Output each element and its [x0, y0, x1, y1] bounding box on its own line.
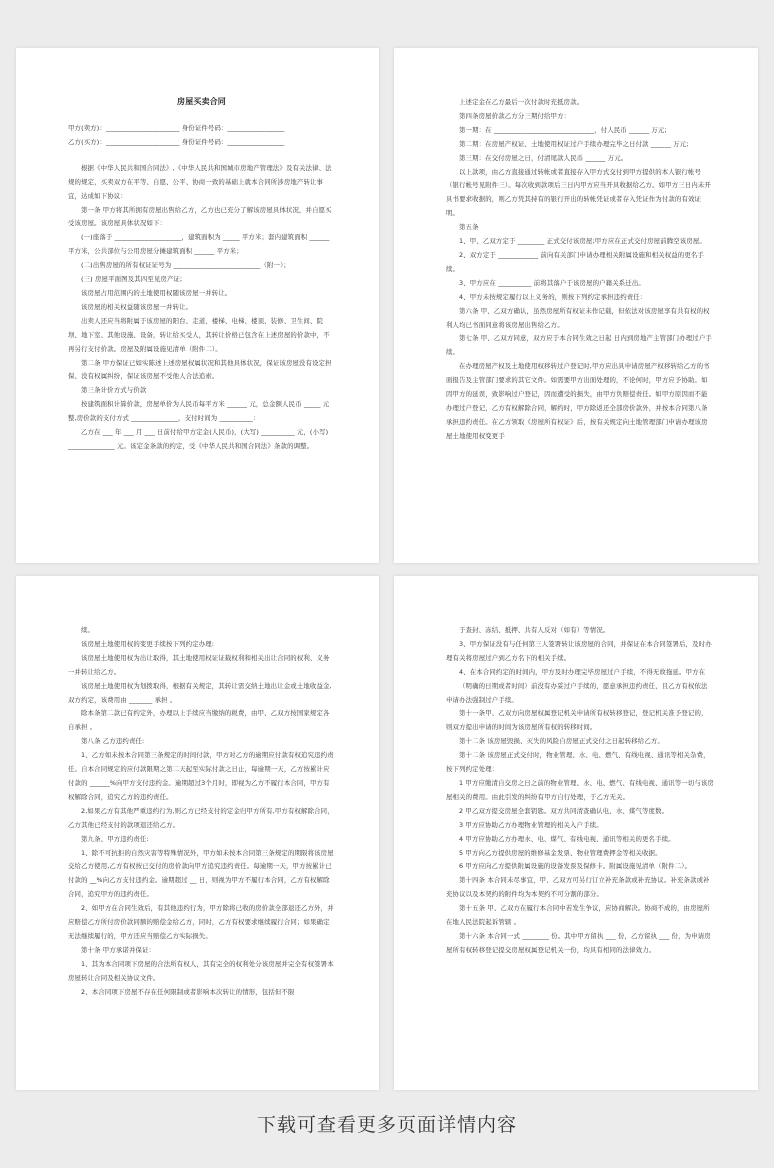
paragraph: （明确的日期或者时间）前没有办妥过户手续的，愿意承担违约责任，且乙方有权依法申请办法强制过户手续。 — [446, 681, 708, 704]
paragraph: 第十二条 该房屋毁损、灭失的风险自房屋正式交付之日起转移给乙方。 — [459, 737, 664, 746]
document-page-2 — [394, 48, 758, 563]
paragraph: 第八条 乙方违约责任: — [81, 737, 145, 746]
paragraph: 第十五条 甲、乙双方在履行本合同中若发生争议，应协商解决。协商不成的，由房屋所在地人民法院起诉管辖 。 — [446, 904, 710, 927]
paragraph: 该房屋的相关权益随该房屋一并转让。 — [81, 302, 193, 311]
party-b-line: 乙方(买方)：______________________ 身份证件号码：_________________ — [68, 137, 285, 146]
paragraph: 该房屋土地使用权为出让取得，其土地使用权证证载权利和相关出让合同的权利、义务一并转让给乙方。 — [68, 653, 330, 676]
paragraph: 根据《中华人民共和国合同法》,《中华人民共和国城市房地产管理法》及有关法律、法规的规定，买卖双方在平等、自愿、公平、协商一致的基础上就本合同所涉房地产转让事宜，达成如下协议： — [68, 163, 332, 200]
document-page-1 — [16, 48, 379, 563]
paragraph: (二)出售房屋的所有权证证号为 __________________________（附一）； — [81, 261, 290, 270]
page-2-body — [446, 96, 714, 444]
paragraph: 第一期：在 ______________________________，付人民币 ______ 万元; — [459, 125, 667, 134]
page-4-body — [446, 624, 714, 958]
paragraph: 出卖人还应当将附属于该房屋的阳台、走道、楼梯、电梯、楼顶、装修、卫生间、院坝、地下室、其他设施、设备，转让给买受人，其转让价格已包含在上述房屋的价款中，不再另行支付价款。房屋及附属设施见清单（附件二）。 — [68, 316, 330, 353]
paragraph: 4 甲方应协助乙方办理水、电、煤气、有线电视、通讯等相关的更名手续。 — [459, 834, 675, 843]
paragraph: 第十条 甲方承诺并保证： — [81, 945, 156, 954]
paragraph: 续。 — [81, 626, 95, 634]
contract-title: 房屋买卖合同 — [177, 97, 226, 106]
paragraph: 第十四条 本合同未尽事宜，甲、乙双方可另行订立补充条款或补充协议。补充条款或补充协议以及本契约的附件均为本契约不可分割的部分。 — [446, 876, 710, 899]
paragraph: 除本条第二款已有约定外，办理以上手续应当缴纳的税费，由甲、乙双方按国家规定各自承担 。 — [68, 709, 330, 732]
spacer — [68, 150, 335, 162]
paragraph: 乙方在 ___ 年 ___ 月 ___ 日前付给甲方定金(人民币)，(大写) __________ 元，(小写) ______________ 元。该定金条款的约定，受《中华人民共和国合同法》条款的调整。 — [68, 428, 329, 450]
paragraph: 3 甲方应协助乙方办理物业管理的相关入户手续。 — [459, 820, 603, 829]
paragraph: 2 甲乙双方提交房屋全套钥匙。双方共同清查确认电、水、煤气等度数。 — [459, 806, 669, 815]
paragraph: 第九条、甲方违约责任: — [81, 834, 149, 843]
page-1-body — [68, 162, 335, 454]
paragraph: 第三条计价方式与价款 — [81, 386, 147, 395]
paragraph: 2、本合同项下房屋不存在任何限制或者影响本次转让的情形，包括但不限 — [81, 987, 295, 996]
paragraph: 1、除不可抗拒的自然灾害等特殊情况外，甲方如未按本合同第三条规定的期限将该房屋交给乙方使用,乙方有权按已交付的房价款向甲方追究违约责任。每逾期一天，甲方按累计已付款的 __%向乙方支付违约金。逾期超过 __ 日，则视为甲方不履行本合同，乙方有权解除合同，追究甲方的违约责任。 — [68, 848, 334, 899]
page-3-body — [68, 624, 335, 999]
party-a-line: 甲方(卖方)：______________________ 身份证件号码：_________________ — [68, 124, 285, 132]
paragraph: 1 甲方应缴清自交房之日之前的物业管理、水、电、燃气、有线电视、通讯等一切与该房屋相关的费用。由此引发的纠纷有甲方自行处理，于乙方无关。 — [446, 778, 714, 801]
paragraph: 第十一条甲、乙双方向房屋权属登记机关申请所有权转移登记，登记机关准予登记的，则双方提出申请的时间为该房屋所有权的转移时间。 — [446, 709, 708, 732]
paragraph: 第一条 甲方将其所拥有房屋出售给乙方，乙方也已充分了解该房屋具体状况，并自愿买受该房屋。该房屋具体状况如下： — [68, 205, 332, 228]
paragraph: 在办理房屋产权及土地使用权移转过户登记时,甲方应出具申请房屋产权移转给乙方的书面报告及主管部门要求的其它文件。如需要甲方出面处理的，不论何时，甲方应予协助。如因甲方的延误，致影响过户登记，因而遭受的损失，由甲方负赔偿责任。如甲方原因而不能办理过户登记，乙方有权解除合同，解约时，甲方除返还全部房价款外，并按本合同第八条承担违约责任。在乙方领取《房屋所有权证》后，按有关规定向土地管理部门申请办理该房屋土地使用权变更手 — [446, 362, 710, 440]
paragraph: 第十二条 该房屋正式交付时，物业管理、水、电、燃气、有线电视、通讯等相关杂费，按下列约定处理： — [446, 751, 710, 774]
paragraph: 按建筑面积计算价款，房屋单价为人民币每平方米 ______ 元，总金额人民币 _____ 元整,房价款的支付方式 ______________，支付时间为 __________： — [68, 400, 330, 423]
paragraph: 第二条 甲方保证已如实陈述上述房屋权属状况和其他具体状况，保证该房屋没有设定担保、没有权属纠纷，保证该房屋不受他人合法追索。 — [68, 358, 332, 381]
paragraph: 该房屋土地使用权为划拨取得，根据有关规定，其转让需交纳土地出让金或土地收益金,双方约定，该费用由 _______ 承担 。 — [68, 681, 332, 704]
document-page-4 — [394, 576, 758, 1090]
paragraph: 以上款项，由乙方直接通过转帐或者直接存入甲方式交付到甲方提供的本人银行帐号（银行帐号见附件三）。每次收到款项后三日内甲方应当开具收据给乙方。如甲方三日内未开具书要求收据的，则乙方凭其持有的银行开出的转帐凭证或者存入凭证作为付款的有效证明。 — [446, 167, 711, 218]
paragraph: 于查封、冻结、抵押、共有人反对（如有）等情况。 — [459, 626, 610, 634]
paragraph: 2、双方定于 ____________ 前向有关部门申请办理相关附属设施和相关权益的更名手续。 — [446, 250, 704, 273]
paragraph: 第十六条 本合同一式 ________ 份。其中甲方留执 ___ 份，乙方留执 ___ 份，为申请房屋所有权转移登记提交房屋权属登记机关一份，均具有相同的法律效力。 — [446, 931, 711, 954]
paragraph: 上述定金在乙方最后一次付款时充抵房款。 — [459, 98, 584, 106]
paragraph: (三) 房屋平面图及其四至见房产证; — [81, 275, 183, 284]
paragraph: 6 甲方应向乙方提供附属设施的设备发票及保修卡。附属设施见清单（附件二）。 — [459, 862, 692, 871]
paragraph: 第三期：在交付房屋之日，付清尾款人民币 ______ 万元。 — [459, 153, 628, 162]
paragraph: 该房屋占用范围内的土地使用权随该房屋一并转让。 — [81, 288, 232, 297]
paragraph: 第七条 甲、乙双方同意，双方应于本合同生效之日起 日内到房地产主管部门办理过户手续。 — [446, 334, 712, 357]
paragraph: 第六条 甲、乙双方确认，虽然房屋所有权证未作记载，但依法对该房屋享有共有权的权利人均已书面同意将该房屋出售给乙方。 — [446, 306, 710, 329]
paragraph: 3、甲方保证没有与任何第三人签署转让该房屋的合同，并保证在本合同签署后，及时办理有关将房屋过户到乙方名下的相关手续。 — [446, 639, 712, 662]
paragraph: 2、如甲方在合同生效后，有其他违约行为，甲方除将已收的房价款全部退还乙方外，并应赔偿乙方所付房价款同额的赔偿金给乙方，同时，乙方有权要求继续履行合同；如果确定无法继续履行的，甲方还应当赔偿乙方实际损失。 — [68, 904, 334, 940]
paragraph: 3、甲方应在 __________ 前将其落户于该房屋的户籍关系迁出。 — [459, 278, 645, 287]
paragraph: 该房屋土地使用权的变更手续按下列约定办理: — [81, 639, 215, 648]
paragraph: 1、其为本合同项下房屋的合法所有权人，其有完全的权利处分该房屋并完全有权签署本房屋转让合同及相关协议文件。 — [68, 959, 334, 982]
download-more-caption: 下载可查看更多页面详情内容 — [256, 1114, 517, 1136]
paragraph: 第四条房屋价款乙方分三期付给甲方： — [459, 111, 571, 120]
paragraph: 第二期：在房屋产权证、土地使用权证过户手续办理完毕之日付款 ______ 万元; — [459, 139, 689, 148]
paragraph: 5 甲方向乙方提供房屋的维修基金发票、物业管理费押金等相关收据。 — [459, 848, 662, 857]
paragraph: 第五条 — [459, 223, 479, 232]
paragraph: 4、甲方未按规定履行以上义务的，则按下列约定承担违约责任： — [459, 292, 647, 301]
paragraph: 2,如果乙方有其他严重违约行为,则乙方已经支付的定金归甲方所有,甲方有权解除合同，乙方其他已经支付的款项退还给乙方。 — [68, 806, 334, 829]
paragraph: (一)座落于 ____________________，建筑面积为 _____ 平方米；套内建筑面积 ______ 平方米，公共部位与公用房屋分摊建筑面积 ______ 平方米； — [68, 233, 330, 256]
document-page-3 — [16, 576, 379, 1090]
paragraph: 1、乙方如未按本合同第三条规定的时间付款，甲方对乙方的逾期应付款有权追究违约责任。自本合同规定的应付款限期之第二天起至实际付款之日止，每逾期一天，乙方按累计应付款的 ______%向甲方支付违约金。逾期超过3个月时，即视为乙方不履行本合同，甲方有权解除合同，追究乙方的违约责任。 — [68, 751, 334, 801]
paragraph: 4、在本合同约定的时间内，甲方及时办理完毕房屋过户手续，不得无故拖延。甲方在 — [459, 667, 706, 676]
paragraph: 1、甲、乙双方定于 ________ 正式交付该房屋;甲方应在正式交付房屋前腾空该房屋。 — [459, 237, 706, 246]
